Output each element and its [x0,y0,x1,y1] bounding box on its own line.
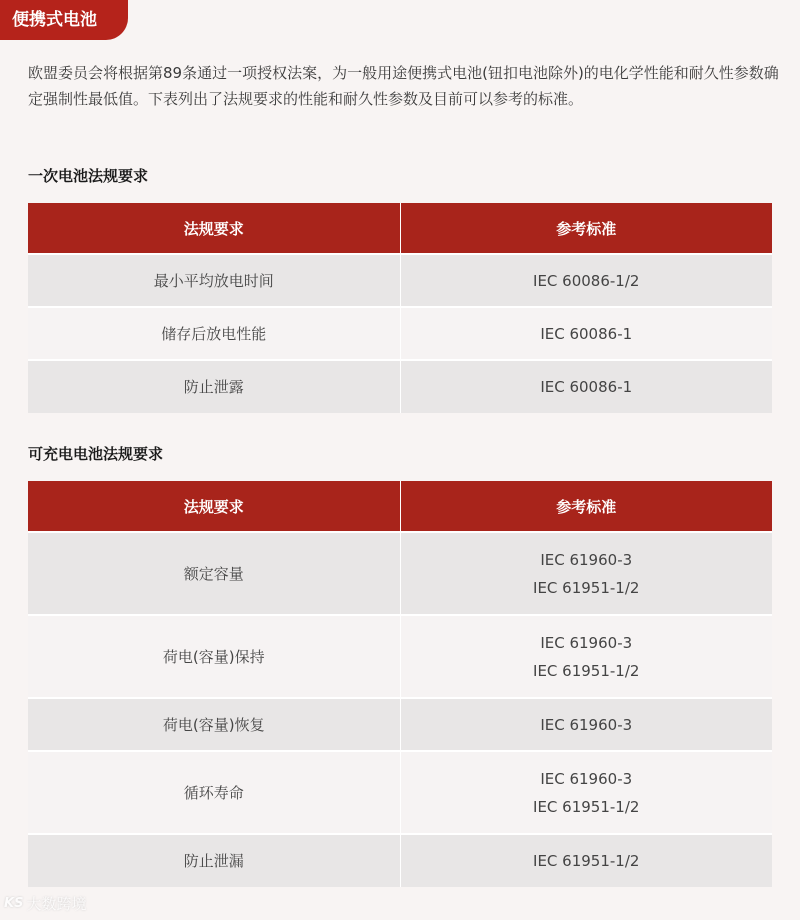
requirement-cell: 最小平均放电时间 [28,254,400,307]
standard-line: IEC 60086-1 [540,378,633,396]
requirement-cell: 荷电(容量)恢复 [28,698,400,751]
standard-line: IEC 61960-3 [540,715,633,734]
table-row [28,254,772,307]
primary-battery-table [28,203,772,413]
requirement-cell: 循环寿命 [28,751,400,834]
standard-line: IEC 61951-1/2 [533,797,640,816]
requirement-cell: 荷电(容量)保持 [28,615,400,698]
header-standard: 参考标准 [400,481,772,532]
intro-paragraph: 欧盟委员会将根据第89条通过一项授权法案，为一般用途便携式电池(钮扣电池除外)的电化学性能和耐久性参数确定强制性最低值。下表列出了法规要求的性能和耐久性参数及目前可以参考的标准。 [28,64,779,108]
standard-line: IEC 60086-1/2 [533,271,640,290]
requirement-cell: 防止泄漏 [28,834,400,887]
standard-line: IEC 61951-1/2 [533,578,640,597]
table-row [28,751,772,834]
standard-cell [400,834,772,887]
primary-battery-heading: 一次电池法规要求 [28,167,149,185]
watermark-text: 大数跨境 [26,895,87,913]
standard-line: IEC 61960-3 [540,769,633,788]
standard-cell [400,532,772,615]
standard-cell [400,254,772,307]
table-row [28,360,772,413]
requirement-cell: 储存后放电性能 [28,307,400,360]
rechargeable-battery-table-body [28,532,772,887]
rechargeable-battery-heading: 可充电电池法规要求 [28,445,164,463]
standard-line: IEC 61951-1/2 [533,852,640,870]
standard-cell [400,615,772,698]
standard-cell [400,307,772,360]
rechargeable-battery-table [28,481,772,887]
table-row [28,698,772,751]
standard-cell [400,360,772,413]
header-requirement: 法规要求 [28,481,400,532]
table-row [28,615,772,698]
table-row [28,532,772,615]
requirement-cell: 防止泄露 [28,360,400,413]
primary-battery-table-body [28,254,772,413]
header-standard: 参考标准 [400,203,772,254]
watermark [4,893,86,914]
standard-line: IEC 61960-3 [540,550,633,569]
standard-line: IEC 61951-1/2 [533,661,640,680]
standard-cell [400,751,772,834]
standard-line: IEC 60086-1 [540,324,633,343]
table-header-row [28,481,772,532]
table-row [28,834,772,887]
section-tag: 便携式电池 [0,0,128,40]
table-header-row [28,203,772,254]
watermark-logo-icon: KS [4,896,24,911]
table-row [28,307,772,360]
header-requirement: 法规要求 [28,203,400,254]
standard-cell [400,698,772,751]
requirement-cell: 额定容量 [28,532,400,615]
standard-line: IEC 61960-3 [540,633,633,652]
